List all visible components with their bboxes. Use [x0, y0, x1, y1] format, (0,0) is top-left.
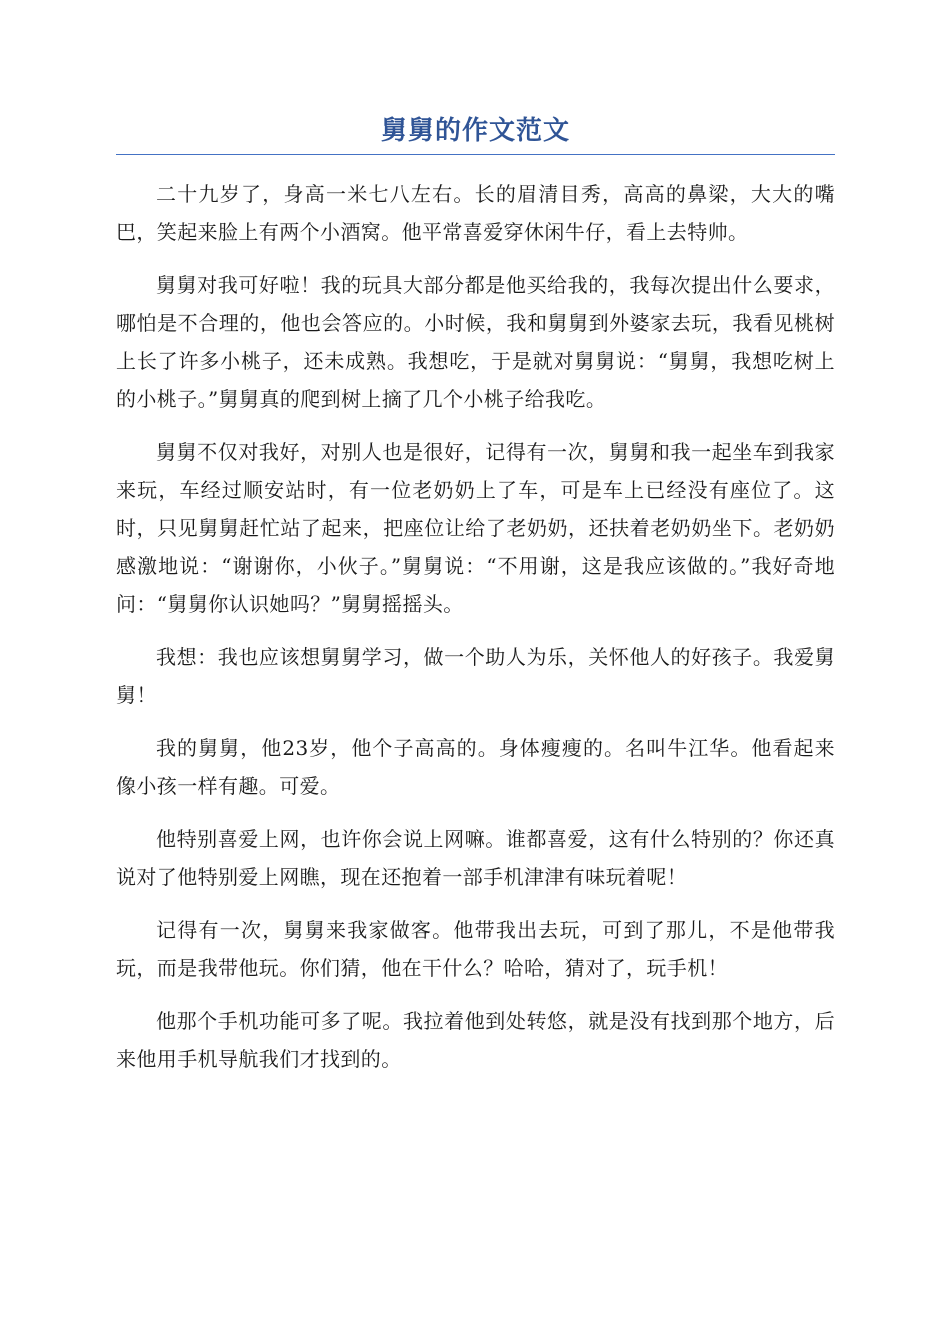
document-title: 舅舅的作文范文	[380, 116, 570, 146]
paragraph-4: 我想：我也应该想舅舅学习，做一个助人为乐，关怀他人的好孩子。我爱舅舅！	[116, 645, 835, 707]
paragraph-1: 二十九岁了，身高一米七八左右。长的眉清目秀，高高的鼻梁，大大的嘴巴，笑起来脸上有两个小酒窝。他平常喜爱穿休闲牛仔，看上去特帅。	[116, 182, 835, 244]
paragraph-5: 我的舅舅，他23岁，他个子高高的。身体瘦瘦的。名叫牛江华。他看起来像小孩一样有趣。可爱。	[116, 736, 835, 798]
paragraph-8: 他那个手机功能可多了呢。我拉着他到处转悠，就是没有找到那个地方，后来他用手机导航我们才找到的。	[116, 1009, 835, 1071]
paragraph-6: 他特别喜爱上网，也许你会说上网嘛。谁都喜爱，这有什么特别的？你还真说对了他特别爱上网瞧，现在还抱着一部手机津津有味玩着呢！	[116, 827, 835, 889]
title-underline	[116, 154, 835, 155]
paragraph-7: 记得有一次，舅舅来我家做客。他带我出去玩，可到了那儿，不是他带我玩，而是我带他玩。你们猜，他在干什么？哈哈，猜对了，玩手机！	[116, 918, 835, 980]
paragraph-3: 舅舅不仅对我好，对别人也是很好，记得有一次，舅舅和我一起坐车到我家来玩，车经过顺安站时，有一位老奶奶上了车，可是车上已经没有座位了。这时，只见舅舅赶忙站了起来，把座位让给了老奶奶，还扶着老奶奶坐下。老奶奶感激地说：“谢谢你，小伙子。”舅舅说：“不用谢，这是我应该做的。”我好奇地问：“舅舅你认识她吗？”舅舅摇摇头。	[116, 440, 835, 616]
paragraph-2: 舅舅对我可好啦！我的玩具大部分都是他买给我的，我每次提出什么要求，哪怕是不合理的，他也会答应的。小时候，我和舅舅到外婆家去玩，我看见桃树上长了许多小桃子，还未成熟。我想吃，于是就对舅舅说：“舅舅，我想吃树上的小桃子。”舅舅真的爬到树上摘了几个小桃子给我吃。	[116, 273, 835, 411]
document-page	[116, 112, 835, 1093]
